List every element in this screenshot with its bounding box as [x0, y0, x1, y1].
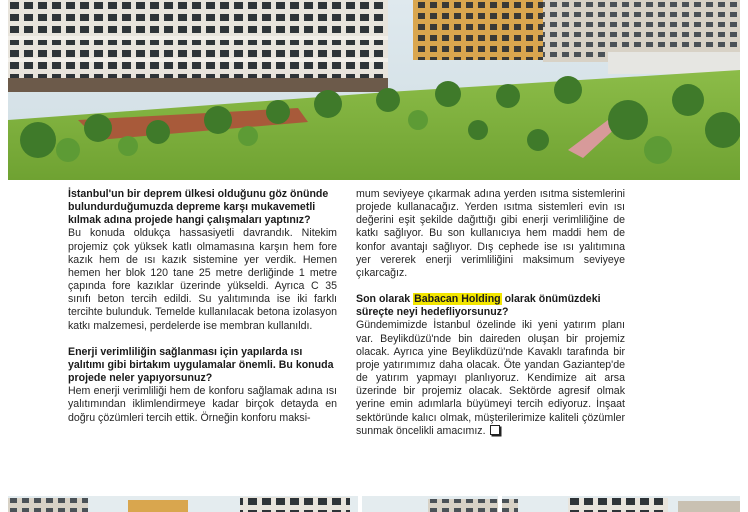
question-energy-efficiency: Enerji verimliliğin sağlanması için yapılarda ısı yalıtımı gibi birtakım uygulamalar önemli. Bu konuda projede neler yapıyorsunuz? [68, 345, 334, 385]
answer-earthquake: Bu konuda oldukça hassasiyetli davrandık. Nitekim projemiz çok yüksek katlı olmamasına karşın hem fore kazık hem de ısı kazık sistemine yer verdik. Hemen hemen her blok 120 tane 25 metre derliğinde 1 metre çapında fore kazıklar üzerinde yükseldi. Ayrıca C 35 sınıfı beton tercih edildi. Su yalıtımında ise iki farklı tercihte bulunduk. Temelde kullanılacak betona izolasyon katkı malzemesi, perdelerde ise membran kullanıldı. [68, 227, 337, 332]
answer-energy-efficiency: Hem enerji verimliliği hem de konforu sağlamak adına ısı yalıtımından iklimlendirmeye kadar birçok detayda en doğru çözümleri tercih ettik. Örneğin konforu maksi- [68, 385, 337, 424]
question-future-goals-end: olarak önümüzdeki süreçte neyi hedefliyorsunuz? [356, 293, 601, 319]
company-name-highlight: Babacan Holding [414, 293, 501, 306]
question-earthquake: İstanbul'un bir deprem ülkesi olduğunu göz önünde bulundurduğumuzda depreme karşı mukavemetli kılmak adına projede hangi çalışmaları yaptınız? [68, 188, 329, 227]
answer-energy-efficiency-continued: mum seviyeye çıkarmak adına yerden ısıtma sistemlerini projede kullanacağız. Yerden ısıtma sistemleri evin ısı değerini eşit şekilde dağıttığı gibi enerji verimliliğine de katkı sağlıyor. Bu son kullanıcıya hem maddi hem de konfor avantajı sağlıyor. Dış cephede ise ısı yalıtımına yer vererek enerji verimliliğini maksimum seviyeye çıkarcağız. [356, 188, 625, 279]
building-photo-strip [8, 496, 740, 512]
question-future-goals-start: Son olarak [356, 293, 414, 306]
bottom-rendering-strip [8, 496, 740, 512]
question-future-goals [356, 293, 625, 319]
top-rendering-photo [8, 0, 740, 180]
square-end-icon [490, 425, 500, 435]
article-column-left [68, 188, 337, 425]
answer-future-goals [356, 319, 625, 437]
residential-complex-rendering [8, 0, 740, 180]
answer-future-goals-text: Gündemimizde İstanbul özelinde iki yeni yatırım planı var. Beylikdüzü'nde bin daireden oluşan bir projemiz olacak. Ayrıca yine Beylikdüzü'nde Kavaklı tarafında bir proje yatırımımız daha olacak. Öte yandan Gaziantep'de de yatırım yapmayı planlıyoruz. Kendimize ait arsa üzerinde bir projemiz olacak. Sektörde agresif olmak yerine emin adımlarla büyümeyi tercih ediyoruz. İnşaat sektöründe kalıcı olmak, müşterilerimize kaliteli çözümler sunmak öncelikli amacımız. [356, 319, 625, 437]
article-column-right [356, 188, 625, 438]
